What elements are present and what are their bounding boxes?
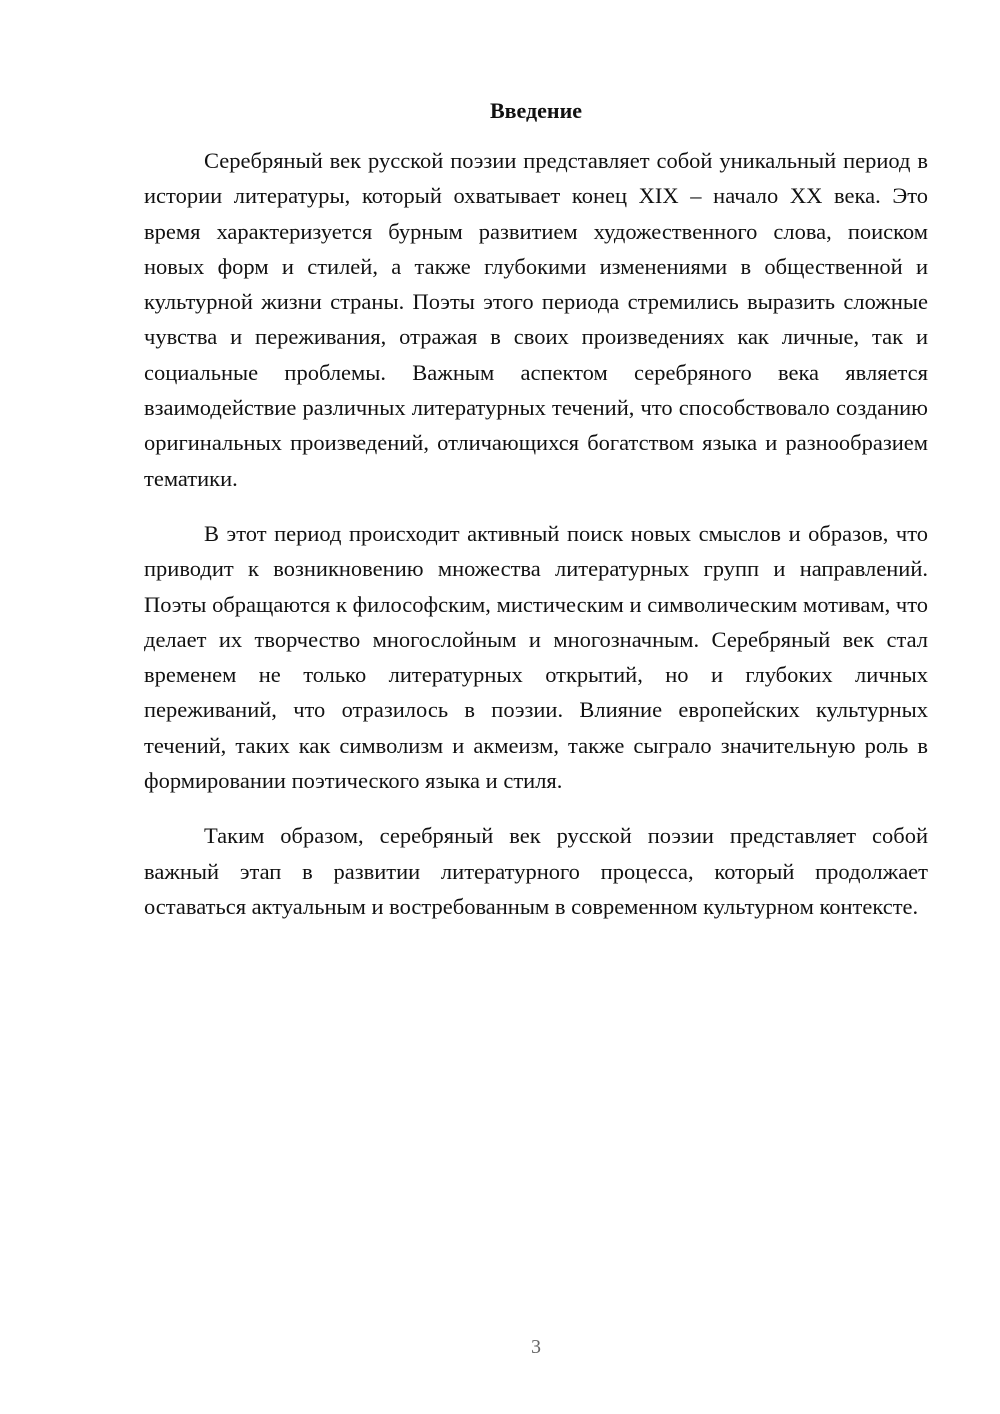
paragraph-1: Серебряный век русской поэзии представляет собой уникальный период в истории литературы, который охватывает конец XIX – начало XX века. Это время характеризуется бурным развитием художественного слова, поиском новых форм и стилей, а также глубокими изменениями в общественной и культурной жизни страны. Поэты этого периода стремились выразить сложные чувства и переживания, отражая в своих произведениях как личные, так и социальные проблемы. Важным аспектом серебряного века является взаимодействие различных литературных течений, что способствовало созданию оригинальных произведений, отличающихся богатством языка и разнообразием тематики.	[144, 148, 928, 491]
paragraph-3: Таким образом, серебряный век русской поэзии представляет собой важный этап в развитии литературного процесса, который продолжает оставаться актуальным и востребованным в современном культурном контексте.	[144, 823, 928, 919]
paragraph-2: В этот период происходит активный поиск новых смыслов и образов, что приводит к возникновению множества литературных групп и направлений. Поэты обращаются к философским, мистическим и символическим мотивам, что делает их творчество многослойным и многозначным. Серебряный век стал временем не только литературных открытий, но и глубоких личных переживаний, что отразилось в поэзии. Влияние европейских культурных течений, таких как символизм и акмеизм, также сыграло значительную роль в формировании поэтического языка и стиля.	[144, 520, 928, 794]
body-text	[144, 143, 928, 944]
section-heading: Введение	[489, 98, 583, 123]
page-number: 3	[531, 1336, 541, 1358]
